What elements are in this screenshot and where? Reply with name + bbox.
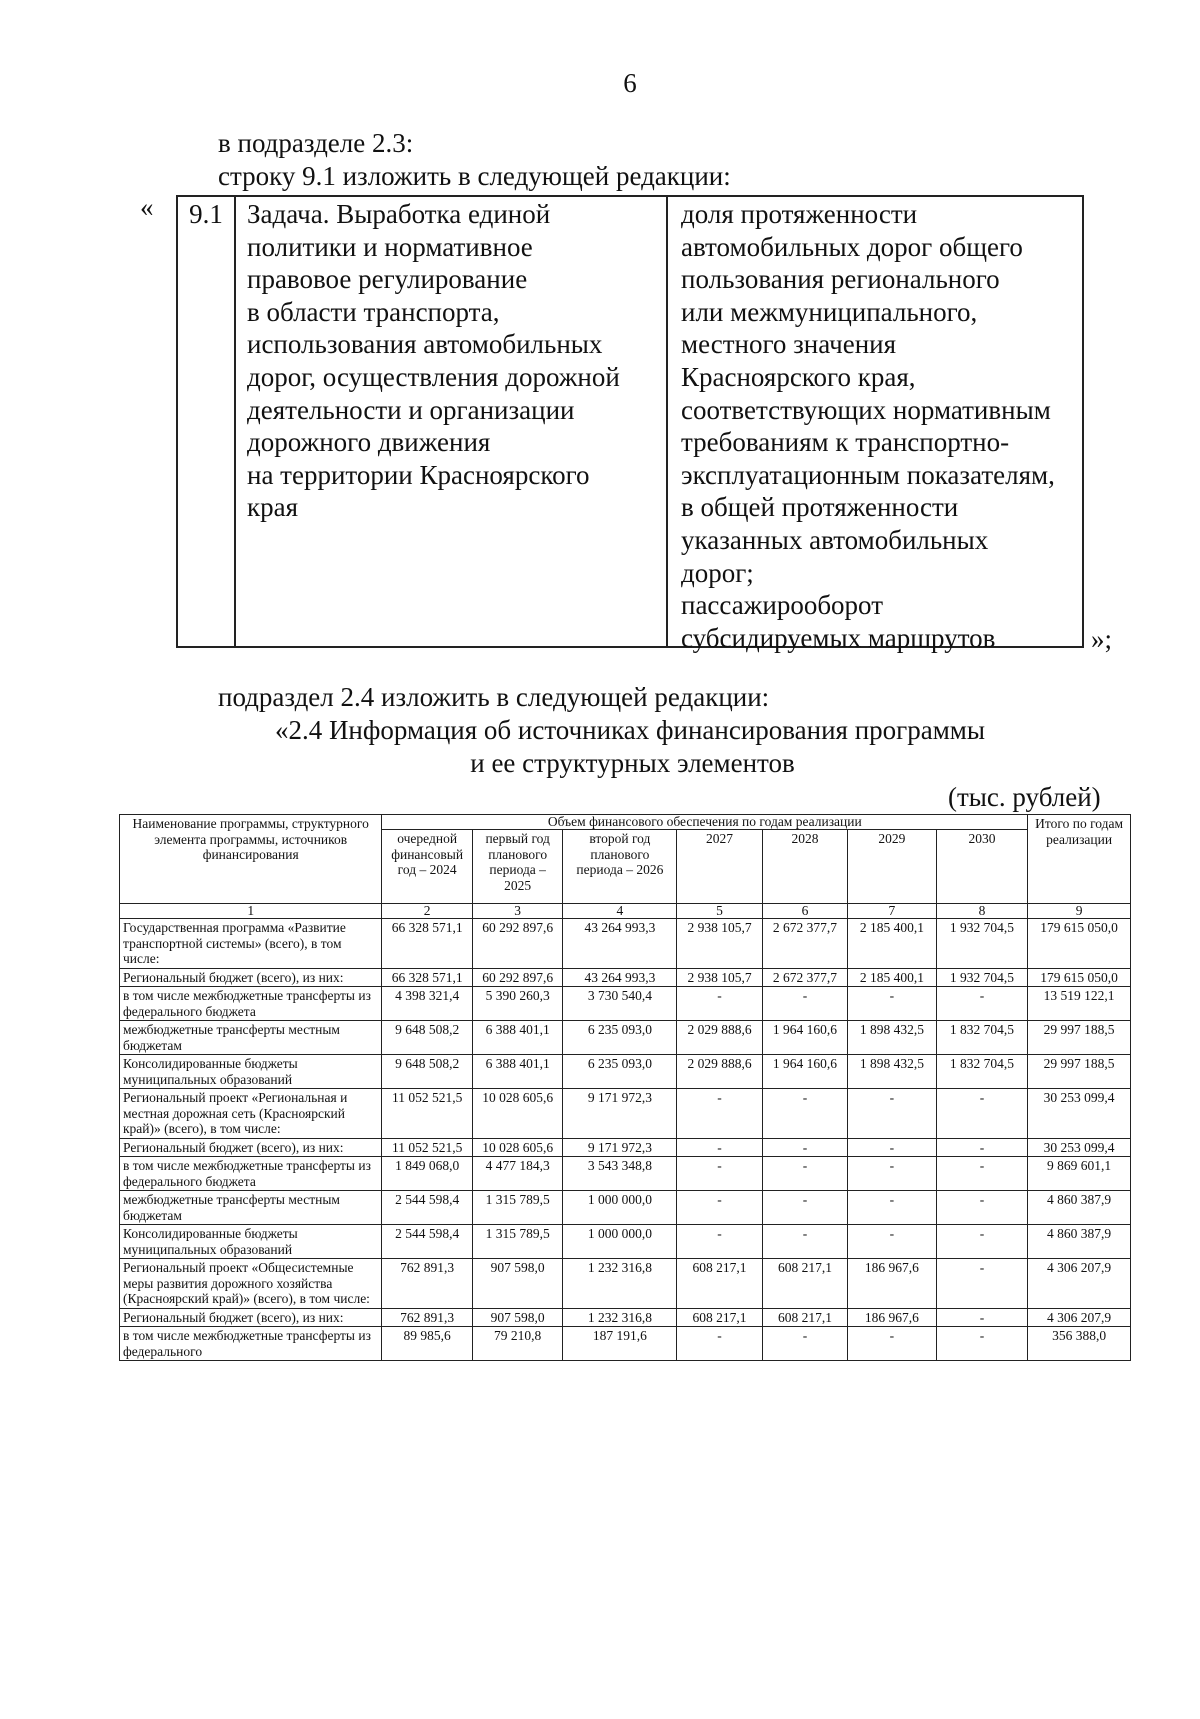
row-value: 9 869 601,1 [1028, 1157, 1131, 1191]
row-value: 179 615 050,0 [1028, 919, 1131, 969]
row-value: 11 052 521,5 [382, 1089, 473, 1139]
row-name: в том числе межбюджетные трансферты из федерального бюджета [120, 1157, 382, 1191]
row-value: 2 544 598,4 [382, 1225, 473, 1259]
text-line: пассажирооборот [681, 590, 883, 621]
row-value: 89 985,6 [382, 1327, 473, 1361]
table-row [120, 987, 1131, 1021]
row-9-1-indicators [670, 197, 1082, 653]
row-value: 9 171 972,3 [563, 1089, 677, 1139]
row-name: Государственная программа «Развитие транспортной системы» (всего), в том числе: [120, 919, 382, 969]
row-value: 66 328 571,1 [382, 919, 473, 969]
row-value: - [848, 1089, 936, 1139]
row-value: 907 598,0 [472, 1308, 563, 1327]
row-value: 60 292 897,6 [472, 919, 563, 969]
header-year-2027: 2027 [677, 830, 762, 904]
row-value: - [936, 1327, 1028, 1361]
row-value: - [848, 987, 936, 1021]
row-value: 4 306 207,9 [1028, 1308, 1131, 1327]
table-row [120, 1089, 1131, 1139]
row-value: - [848, 1327, 936, 1361]
row-value: 3 730 540,4 [563, 987, 677, 1021]
row-value: 762 891,3 [382, 1308, 473, 1327]
row-value: 29 997 188,5 [1028, 1021, 1131, 1055]
table-row [120, 1021, 1131, 1055]
row-value: 1 898 432,5 [848, 1021, 936, 1055]
text-line: пользования регионального [681, 264, 1000, 295]
row-value: 608 217,1 [762, 1259, 847, 1309]
row-value: 762 891,3 [382, 1259, 473, 1309]
text-line: правовое регулирование [247, 264, 528, 295]
row-value: 5 390 260,3 [472, 987, 563, 1021]
row-value: 29 997 188,5 [1028, 1055, 1131, 1089]
row-value: - [677, 1089, 762, 1139]
row-name: межбюджетные трансферты местным бюджетам [120, 1191, 382, 1225]
row-9-1-table [176, 195, 1084, 653]
text-line: деятельности и организации [247, 394, 575, 425]
text-line: использования автомобильных [247, 329, 603, 360]
column-number: 1 [120, 904, 382, 919]
row-value: 4 860 387,9 [1028, 1191, 1131, 1225]
row-value: 10 028 605,6 [472, 1138, 563, 1157]
text-line: края [247, 492, 299, 523]
row-value: 356 388,0 [1028, 1327, 1131, 1361]
row-value: 2 544 598,4 [382, 1191, 473, 1225]
column-number: 4 [563, 904, 677, 919]
row-value: 1 849 068,0 [382, 1157, 473, 1191]
row-value: 187 191,6 [563, 1327, 677, 1361]
row-value: 6 388 401,1 [472, 1055, 563, 1089]
column-numbers-row [120, 904, 1131, 919]
row-value: 608 217,1 [762, 1308, 847, 1327]
row-value: 2 185 400,1 [848, 968, 936, 987]
row-value: 179 615 050,0 [1028, 968, 1131, 987]
table-row [120, 1055, 1131, 1089]
row-value: 1 315 789,5 [472, 1191, 563, 1225]
row-value: 2 029 888,6 [677, 1055, 762, 1089]
row-value: 1 964 160,6 [762, 1055, 847, 1089]
row-value: - [762, 987, 847, 1021]
row-name: Региональный бюджет (всего), из них: [120, 1308, 382, 1327]
row-value: 9 648 508,2 [382, 1055, 473, 1089]
header-year-2029: 2029 [848, 830, 936, 904]
row-value: 2 938 105,7 [677, 919, 762, 969]
row-value: 11 052 521,5 [382, 1138, 473, 1157]
row-value: 9 648 508,2 [382, 1021, 473, 1055]
row-value: - [677, 1225, 762, 1259]
row-value: 66 328 571,1 [382, 968, 473, 987]
text-line: или межмуниципального, [681, 296, 978, 327]
row-value: - [848, 1138, 936, 1157]
text-line: указанных автомобильных [681, 524, 989, 555]
column-number: 3 [472, 904, 563, 919]
closing-quote: »; [1091, 624, 1113, 654]
row-value: - [936, 1089, 1028, 1139]
row-value: 2 029 888,6 [677, 1021, 762, 1055]
text-line: в общей протяженности [681, 492, 959, 523]
table-row [120, 1225, 1131, 1259]
text-line: дорог; [681, 557, 754, 588]
financing-table [119, 814, 1131, 1361]
row-name: Региональный проект «Общесистемные меры развития дорожного хозяйства (Красноярский край)» (всего), в том числе: [120, 1259, 382, 1309]
table-row [120, 1308, 1131, 1327]
table-row [120, 1327, 1131, 1361]
text-line: Красноярского края, [681, 361, 916, 392]
text-line: доля протяженности [681, 199, 918, 229]
header-year-2026: второй год планового периода – 2026 [563, 830, 677, 904]
table-row [120, 1138, 1131, 1157]
row-value: - [762, 1327, 847, 1361]
row-value: - [936, 1138, 1028, 1157]
row-value: - [762, 1225, 847, 1259]
text-line: в области транспорта, [247, 296, 500, 327]
row-value: 907 598,0 [472, 1259, 563, 1309]
column-number: 6 [762, 904, 847, 919]
header-year-2028: 2028 [762, 830, 847, 904]
row-value: 4 306 207,9 [1028, 1259, 1131, 1309]
row-value: 6 388 401,1 [472, 1021, 563, 1055]
row-value: 608 217,1 [677, 1259, 762, 1309]
row-value: - [936, 1225, 1028, 1259]
row-name: в том числе межбюджетные трансферты из федерального [120, 1327, 382, 1361]
row-value: 60 292 897,6 [472, 968, 563, 987]
text-line: дорог, осуществления дорожной [247, 361, 620, 392]
row-value: - [677, 1191, 762, 1225]
text-line: требованиям к транспортно- [681, 427, 1010, 458]
row-value: 9 171 972,3 [563, 1138, 677, 1157]
row-name: Региональный бюджет (всего), из них: [120, 1138, 382, 1157]
column-number: 2 [382, 904, 473, 919]
row-value: 6 235 093,0 [563, 1021, 677, 1055]
header-year-2030: 2030 [936, 830, 1028, 904]
row-name: Региональный проект «Региональная и местная дорожная сеть (Красноярский край)» (всего), в том числе: [120, 1089, 382, 1139]
row-value: - [677, 1327, 762, 1361]
row-value: 1 000 000,0 [563, 1225, 677, 1259]
header-total: Итого по годам реализации [1028, 815, 1131, 904]
row-value: - [936, 987, 1028, 1021]
row-name: Консолидированные бюджеты муниципальных образований [120, 1225, 382, 1259]
intro-line-2: строку 9.1 изложить в следующей редакции: [218, 161, 731, 191]
row-value: 13 519 122,1 [1028, 987, 1131, 1021]
row-value: 30 253 099,4 [1028, 1138, 1131, 1157]
row-value: 1 932 704,5 [936, 968, 1028, 987]
column-number: 8 [936, 904, 1028, 919]
row-value: 186 967,6 [848, 1308, 936, 1327]
column-number: 7 [848, 904, 936, 919]
row-value: 1 315 789,5 [472, 1225, 563, 1259]
row-value: 1 964 160,6 [762, 1021, 847, 1055]
text-line: субсидируемых маршрутов [681, 622, 996, 653]
row-value: 2 672 377,7 [762, 968, 847, 987]
row-value: - [677, 1138, 762, 1157]
row-value: 1 000 000,0 [563, 1191, 677, 1225]
header-volume: Объем финансового обеспечения по годам реализации [382, 815, 1028, 830]
row-value: 43 264 993,3 [563, 968, 677, 987]
row-9-1-number: 9.1 [178, 197, 236, 646]
column-number: 9 [1028, 904, 1131, 919]
row-value: - [936, 1259, 1028, 1309]
row-value: 4 477 184,3 [472, 1157, 563, 1191]
row-name: Региональный бюджет (всего), из них: [120, 968, 382, 987]
row-name: Консолидированные бюджеты муниципальных образований [120, 1055, 382, 1089]
row-value: 608 217,1 [677, 1308, 762, 1327]
text-line: соответствующих нормативным [681, 394, 1051, 425]
section-title-line-1: «2.4 Информация об источниках финансирования программы [274, 715, 986, 745]
row-value: - [677, 1157, 762, 1191]
row-value: 3 543 348,8 [563, 1157, 677, 1191]
row-value: 1 832 704,5 [936, 1055, 1028, 1089]
row-value: 79 210,8 [472, 1327, 563, 1361]
row-value: - [677, 987, 762, 1021]
row-value: 2 938 105,7 [677, 968, 762, 987]
text-line: дорожного движения [247, 427, 491, 458]
row-value: 6 235 093,0 [563, 1055, 677, 1089]
text-line: на территории Красноярского [247, 459, 590, 490]
row-value: - [936, 1157, 1028, 1191]
page-number: 6 [623, 68, 637, 98]
section-title-line-2: и ее структурных элементов [470, 748, 795, 778]
table-row [120, 968, 1131, 987]
row-value: 43 264 993,3 [563, 919, 677, 969]
row-value: - [848, 1191, 936, 1225]
row-value: 4 398 321,4 [382, 987, 473, 1021]
row-value: - [936, 1308, 1028, 1327]
unit-label: (тыс. рублей) [948, 782, 1101, 812]
row-value: 1 898 432,5 [848, 1055, 936, 1089]
intro-line-1: в подразделе 2.3: [218, 128, 414, 158]
header-year-2025: первый год планового периода – 2025 [472, 830, 563, 904]
row-name: в том числе межбюджетные трансферты из федерального бюджета [120, 987, 382, 1021]
row-value: 1 932 704,5 [936, 919, 1028, 969]
table-row [120, 1259, 1131, 1309]
opening-quote: « [140, 192, 154, 222]
row-value: 2 672 377,7 [762, 919, 847, 969]
row-value: 4 860 387,9 [1028, 1225, 1131, 1259]
row-value: - [762, 1138, 847, 1157]
row-name: межбюджетные трансферты местным бюджетам [120, 1021, 382, 1055]
text-line: Задача. Выработка единой [247, 199, 551, 229]
text-line: эксплуатационным показателям, [681, 459, 1055, 490]
row-value: 10 028 605,6 [472, 1089, 563, 1139]
subsection-instruction: подраздел 2.4 изложить в следующей редакции: [218, 682, 770, 712]
column-number: 5 [677, 904, 762, 919]
row-9-1-task [236, 197, 668, 646]
text-line: местного значения [681, 329, 897, 360]
row-value: - [936, 1191, 1028, 1225]
row-value: - [762, 1157, 847, 1191]
row-value: - [848, 1157, 936, 1191]
table-row [120, 1191, 1131, 1225]
row-value: 30 253 099,4 [1028, 1089, 1131, 1139]
row-value: 1 232 316,8 [563, 1259, 677, 1309]
row-value: 2 185 400,1 [848, 919, 936, 969]
text-line: политики и нормативное [247, 231, 533, 262]
row-value: 1 232 316,8 [563, 1308, 677, 1327]
header-name: Наименование программы, структурного элемента программы, источников финансирования [120, 815, 382, 904]
header-year-2024: очередной финансовый год – 2024 [382, 830, 473, 904]
table-row [120, 919, 1131, 969]
row-value: - [762, 1089, 847, 1139]
row-value: 186 967,6 [848, 1259, 936, 1309]
text-line: автомобильных дорог общего [681, 231, 1023, 262]
table-row [120, 1157, 1131, 1191]
row-value: - [848, 1225, 936, 1259]
row-value: 1 832 704,5 [936, 1021, 1028, 1055]
row-value: - [762, 1191, 847, 1225]
